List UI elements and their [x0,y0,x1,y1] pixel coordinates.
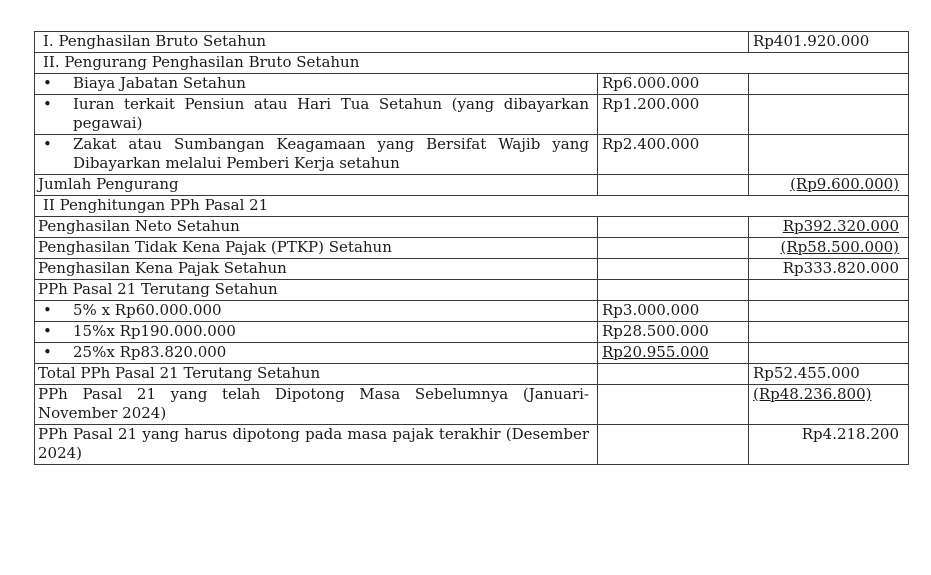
table-row [35,238,909,259]
row-label: Penghasilan Tidak Kena Pajak (PTKP) Setahun [35,238,598,259]
row-amount: Rp3.000.000 [598,301,749,322]
row-amount: Rp28.500.000 [598,322,749,343]
section-heading: II Penghitungan PPh Pasal 21 [35,196,909,217]
table-row [35,32,909,53]
row-label-cell [35,301,598,322]
empty-cell [598,259,749,280]
table-row [35,135,909,175]
table-row [35,259,909,280]
row-total [749,238,909,259]
row-amount: Rp2.400.000 [598,135,749,175]
row-label: Jumlah Pengurang [35,175,598,196]
empty-cell [598,280,749,301]
row-total [749,175,909,196]
table-row [35,53,909,74]
empty-cell [749,343,909,364]
table-row [35,385,909,425]
total-value: (Rp48.236.800) [753,385,872,403]
bullet-item: • 25%x Rp83.820.000 [43,343,597,362]
empty-cell [598,238,749,259]
table-row [35,217,909,238]
row-label: PPh Pasal 21 yang telah Dipotong Masa Sebelumnya (Januari-November 2024) [35,385,598,425]
table-row [35,175,909,196]
total-value: Rp392.320.000 [782,217,900,235]
row-label-cell [35,322,598,343]
row-total [749,385,909,425]
row-label-cell [35,95,598,135]
total-value: (Rp58.500.000) [780,238,900,256]
row-label-cell [35,74,598,95]
table-row [35,364,909,385]
row-amount [598,343,749,364]
empty-cell [598,425,749,465]
table-row [35,196,909,217]
row-label-cell [35,135,598,175]
table-row [35,425,909,465]
empty-cell [598,175,749,196]
row-total: Rp4.218.200 [749,425,909,465]
row-amount: Rp6.000.000 [598,74,749,95]
section-heading: II. Pengurang Penghasilan Bruto Setahun [35,53,909,74]
total-value: (Rp9.600.000) [790,175,900,193]
bullet-item: • Biaya Jabatan Setahun [43,74,597,93]
table-row [35,322,909,343]
row-label: Penghasilan Kena Pajak Setahun [35,259,598,280]
empty-cell [749,95,909,135]
empty-cell [749,301,909,322]
row-label: PPh Pasal 21 yang harus dipotong pada masa pajak terakhir (Desember 2024) [35,425,598,465]
empty-cell [749,322,909,343]
empty-cell [598,217,749,238]
bullet-item: • 5% x Rp60.000.000 [43,301,597,320]
row-total: Rp401.920.000 [749,32,909,53]
row-label-cell [35,343,598,364]
row-label: I. Penghasilan Bruto Setahun [35,32,749,53]
row-label: PPh Pasal 21 Terutang Setahun [35,280,598,301]
row-label: Penghasilan Neto Setahun [35,217,598,238]
row-amount: Rp1.200.000 [598,95,749,135]
empty-cell [749,280,909,301]
table-row [35,280,909,301]
amount-value: Rp20.955.000 [602,343,709,361]
table-row [35,74,909,95]
bullet-item: • Iuran terkait Pensiun atau Hari Tua Setahun (yang dibayarkan pegawai) [43,95,589,132]
table-row [35,301,909,322]
table-row [35,95,909,135]
row-total: Rp52.455.000 [749,364,909,385]
row-label: Total PPh Pasal 21 Terutang Setahun [35,364,598,385]
row-total: Rp333.820.000 [749,259,909,280]
table-row [35,343,909,364]
pph21-calculation-table [34,31,909,465]
row-total [749,217,909,238]
empty-cell [598,385,749,425]
bullet-item: • 15%x Rp190.000.000 [43,322,597,341]
bullet-item: • Zakat atau Sumbangan Keagamaan yang Bersifat Wajib yang Dibayarkan melalui Pemberi Kerja setahun [43,135,589,172]
empty-cell [598,364,749,385]
empty-cell [749,135,909,175]
empty-cell [749,74,909,95]
